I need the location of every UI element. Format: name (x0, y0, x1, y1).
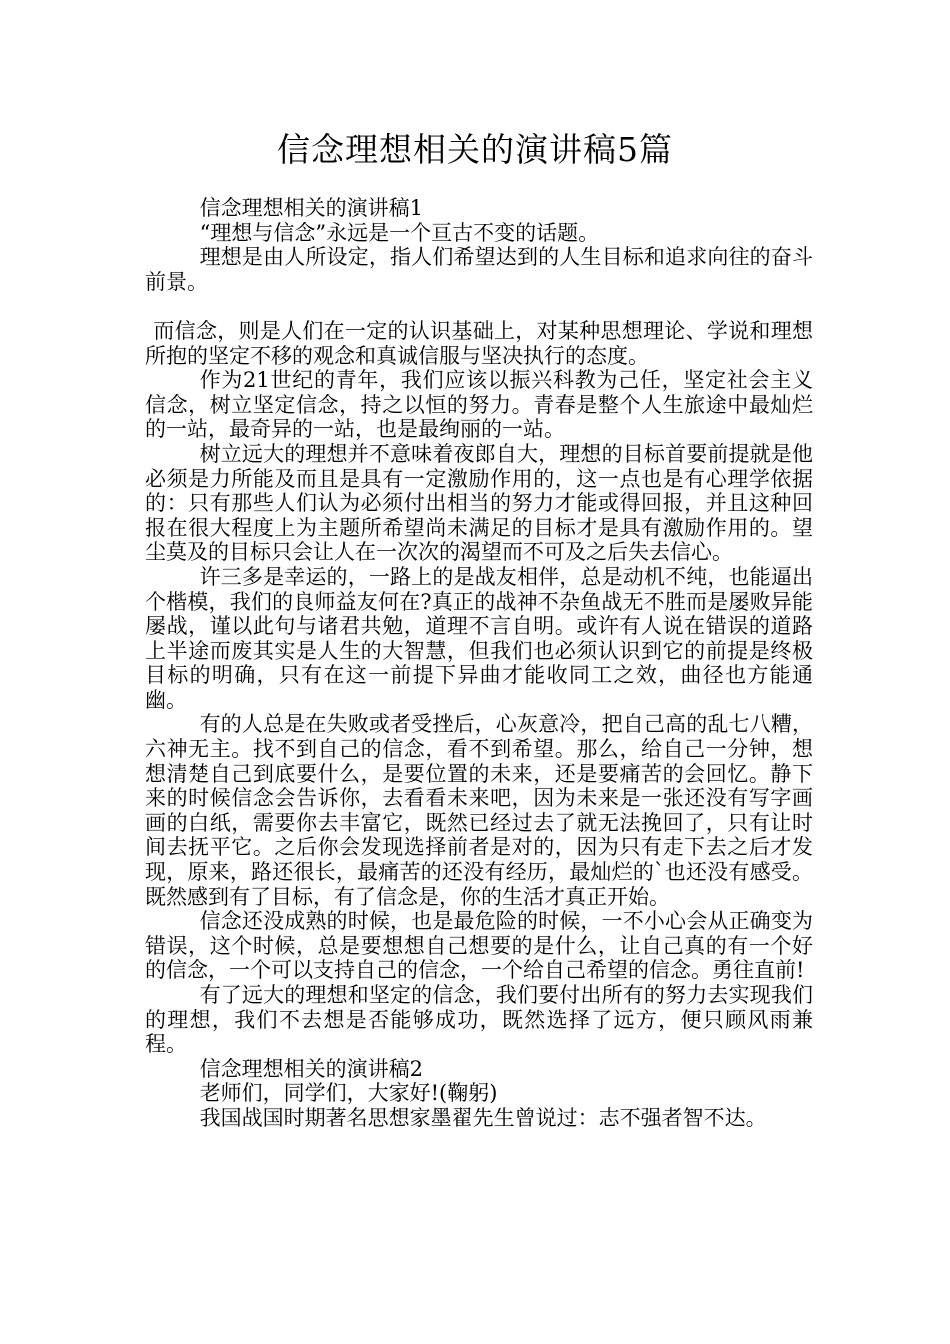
paragraph: 我国战国时期著名思想家墨翟先生曾说过：志不强者智不达。 (199, 1105, 767, 1130)
paragraph: 信念还没成熟的时候，也是最危险的时候，一不小心会从正确变为错误，这个时候，总是要想想自己想要的是什么，让自己真的有一个好的信念，一个可以支持自己的信念，一个给自己希望的信念。勇往直前! (145, 909, 813, 983)
paragraph: 有了远大的理想和坚定的信念，我们要付出所有的努力去实现我们的理想，我们不去想是否能够成功，既然选择了远方，便只顾风雨兼程。 (145, 983, 813, 1057)
paragraph: 作为21世纪的青年，我们应该以振兴科教为己任，坚定社会主义信念，树立坚定信念，持之以恒的努力。青春是整个人生旅途中最灿烂的一站，最奇异的一站，也是最绚丽的一站。 (145, 368, 813, 442)
section-heading-2: 信念理想相关的演讲稿2 (199, 1056, 423, 1081)
paragraph: 而信念，则是人们在一定的认识基础上，对某种思想理论、学说和理想所抱的坚定不移的观念和真诚信服与坚决执行的态度。 (145, 318, 813, 368)
paragraph: 许三多是幸运的，一路上的是战友相伴，总是动机不纯，也能逼出个楷模，我们的良师益友何在?真正的战神不杂鱼战无不胜而是屡败异能屡战，谨以此句与诸君共勉，道理不言自明。或许有人说在错误的道路上半途而废其实是人生的大智慧，但我们也必须认识到它的前提是终极目标的明确，只有在这一前提下异曲才能收同工之效，曲径也方能通幽。 (145, 564, 813, 712)
section-heading-1: 信念理想相关的演讲稿1 (199, 196, 423, 220)
paragraph: 理想是由人所设定，指人们希望达到的人生目标和追求向往的奋斗前景。 (145, 245, 813, 294)
paragraph: 老师们，同学们，大家好!(鞠躬) (199, 1081, 498, 1106)
document-title: 信念理想相关的演讲稿5篇 (277, 130, 673, 169)
paragraph: 有的人总是在失败或者受挫后，心灰意冷，把自己高的乱七八糟，六神无主。找不到自己的信念，看不到希望。那么，给自己一分钟，想想清楚自己到底要什么，是要位置的未来，还是要痛苦的会回忆。静下来的时候信念会告诉你，去看看未来吧，因为未来是一张还没有写字画画的白纸，需要你去丰富它，既然已经过去了就无法挽回了，只有让时间去抚平它。之后你会发现选择前者是对的，因为只有走下去之后才发现，原来，路还很长，最痛苦的还没有经历，最灿烂的`也还没有感受。既然感到有了目标，有了信念是，你的生活才真正开始。 (145, 712, 813, 909)
blank-line (145, 294, 813, 319)
document-body (145, 196, 813, 1131)
paragraph: 树立远大的理想并不意味着夜郎自大，理想的目标首要前提就是他必须是力所能及而且是具有一定激励作用的，这一点也是有心理学依据的：只有那些人们认为必须付出相当的努力才能或得回报，并且这种回报在很大程度上为主题所希望尚未满足的目标才是具有激励作用的。望尘莫及的目标只会让人在一次次的渴望而不可及之后失去信心。 (145, 441, 813, 565)
paragraph: “理想与信念”永远是一个亘古不变的话题。 (199, 220, 600, 245)
